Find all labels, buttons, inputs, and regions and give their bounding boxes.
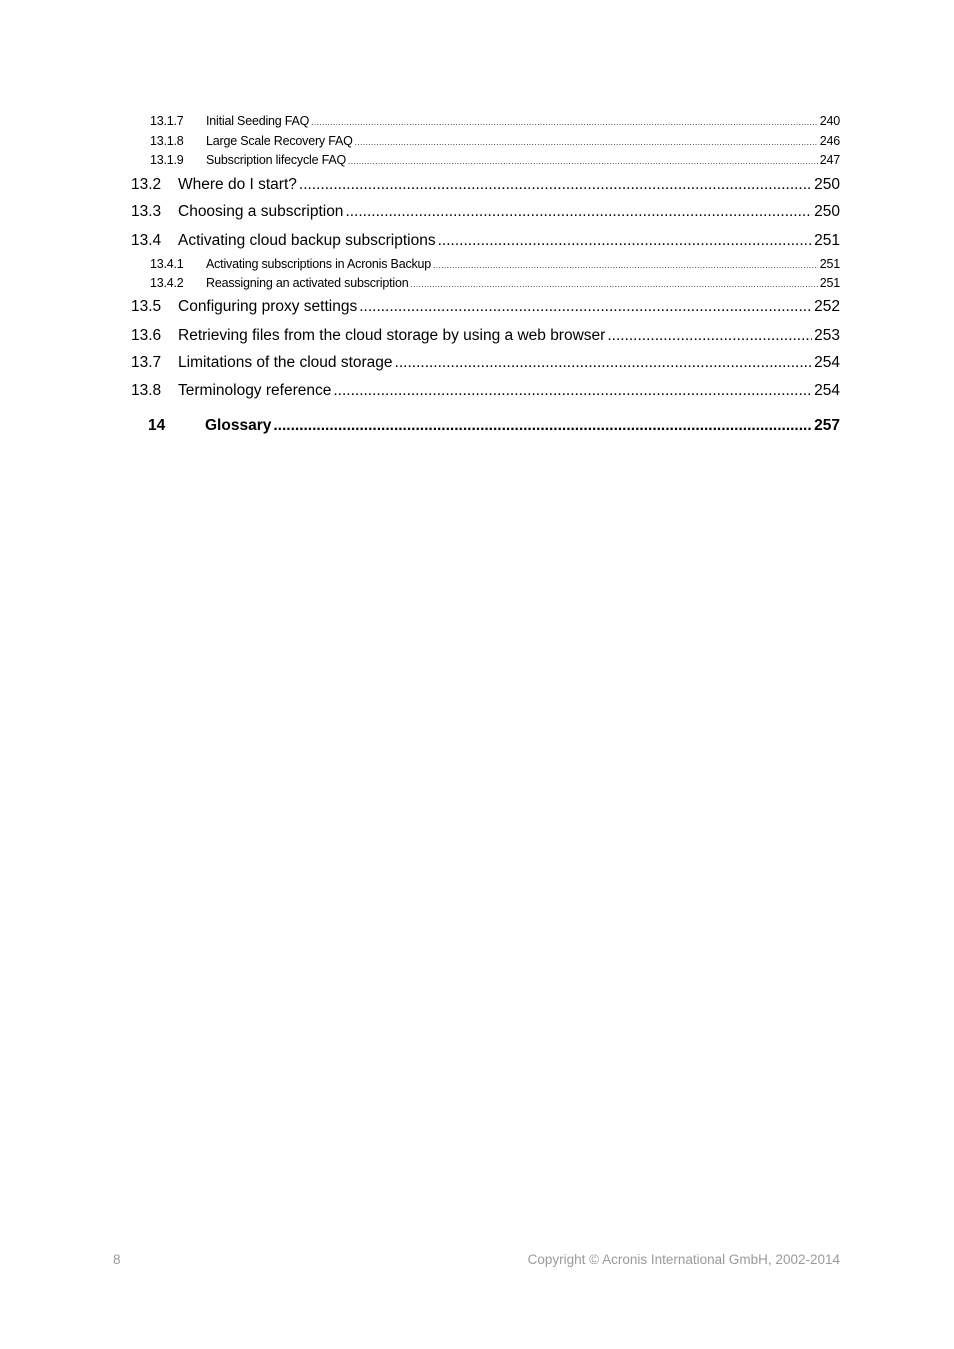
toc-entry-13-5[interactable] bbox=[131, 298, 840, 316]
footer-page-number: 8 bbox=[113, 1252, 121, 1267]
toc-entry-title: Configuring proxy settings bbox=[178, 298, 358, 315]
toc-entry-number: 13.5 bbox=[131, 298, 162, 315]
dot-leader bbox=[395, 354, 813, 372]
dot-leader bbox=[333, 382, 812, 400]
toc-entry-page: 250 bbox=[814, 203, 840, 220]
toc-entry-title: Reassigning an activated subscription bbox=[206, 276, 409, 290]
toc-entry-page: 257 bbox=[814, 417, 840, 434]
toc-entry-page: 250 bbox=[814, 176, 840, 193]
dot-leader bbox=[359, 298, 812, 316]
toc-entry-number: 13.1.8 bbox=[150, 134, 184, 148]
toc-entry-number: 13.3 bbox=[131, 203, 162, 220]
toc-entry-number: 14 bbox=[148, 417, 166, 434]
toc-entry-title: Choosing a subscription bbox=[178, 203, 344, 220]
toc-entry-13-1-8[interactable] bbox=[150, 134, 840, 148]
dot-leader bbox=[273, 417, 812, 435]
toc-entry-number: 13.1.7 bbox=[150, 114, 184, 128]
toc-entry-page: 240 bbox=[819, 114, 840, 128]
toc-entry-13-2[interactable] bbox=[131, 176, 840, 194]
toc-entry-13-4-2[interactable] bbox=[150, 276, 840, 290]
toc-entry-page: 247 bbox=[819, 153, 840, 167]
toc-entry-13-6[interactable] bbox=[131, 327, 840, 345]
toc-entry-13-3[interactable] bbox=[131, 203, 840, 221]
toc-entry-13-1-9[interactable] bbox=[150, 153, 840, 167]
toc-entry-number: 13.8 bbox=[131, 382, 162, 399]
toc-entry-13-4-1[interactable] bbox=[150, 257, 840, 271]
toc-entry-number: 13.4.1 bbox=[150, 257, 184, 271]
toc-entry-13-8[interactable] bbox=[131, 382, 840, 400]
toc-entry-page: 254 bbox=[814, 354, 840, 371]
toc-entry-13-1-7[interactable] bbox=[150, 114, 840, 128]
toc-entry-page: 251 bbox=[814, 232, 840, 249]
dot-leader bbox=[433, 261, 818, 270]
toc-entry-title: Activating subscriptions in Acronis Backup bbox=[206, 257, 432, 271]
toc-entry-number: 13.1.9 bbox=[150, 153, 184, 167]
toc-entry-page: 246 bbox=[819, 134, 840, 148]
dot-leader bbox=[410, 280, 817, 289]
toc-entry-title: Activating cloud backup subscriptions bbox=[178, 232, 436, 249]
toc-entry-14[interactable] bbox=[148, 417, 840, 435]
dot-leader bbox=[311, 118, 818, 127]
toc-entry-title: Retrieving files from the cloud storage by using a web browser bbox=[178, 327, 606, 344]
toc-entry-title: Glossary bbox=[205, 417, 272, 434]
toc-entry-title: Initial Seeding FAQ bbox=[206, 114, 310, 128]
toc-entry-title: Subscription lifecycle FAQ bbox=[206, 153, 346, 167]
toc-entry-number: 13.7 bbox=[131, 354, 162, 371]
toc-entry-13-4[interactable] bbox=[131, 232, 840, 250]
dot-leader bbox=[607, 327, 812, 345]
dot-leader bbox=[299, 176, 812, 194]
toc-entry-13-7[interactable] bbox=[131, 354, 840, 372]
toc-entry-title: Terminology reference bbox=[178, 382, 332, 399]
footer-copyright: Copyright © Acronis International GmbH, 2002-2014 bbox=[527, 1252, 840, 1267]
toc-entry-page: 253 bbox=[814, 327, 840, 344]
toc-entry-number: 13.6 bbox=[131, 327, 162, 344]
dot-leader bbox=[438, 232, 813, 250]
toc-entry-page: 252 bbox=[814, 298, 840, 315]
toc-entry-number: 13.2 bbox=[131, 176, 162, 193]
dot-leader bbox=[348, 157, 818, 166]
toc-entry-page: 254 bbox=[814, 382, 840, 399]
dot-leader bbox=[345, 203, 812, 221]
toc-entry-title: Large Scale Recovery FAQ bbox=[206, 134, 353, 148]
dot-leader bbox=[355, 138, 818, 147]
toc-entry-page: 251 bbox=[819, 257, 840, 271]
toc-entry-title: Where do I start? bbox=[178, 176, 297, 193]
toc-entry-title: Limitations of the cloud storage bbox=[178, 354, 393, 371]
toc-entry-number: 13.4 bbox=[131, 232, 162, 249]
toc-entry-number: 13.4.2 bbox=[150, 276, 184, 290]
toc-entry-page: 251 bbox=[819, 276, 840, 290]
